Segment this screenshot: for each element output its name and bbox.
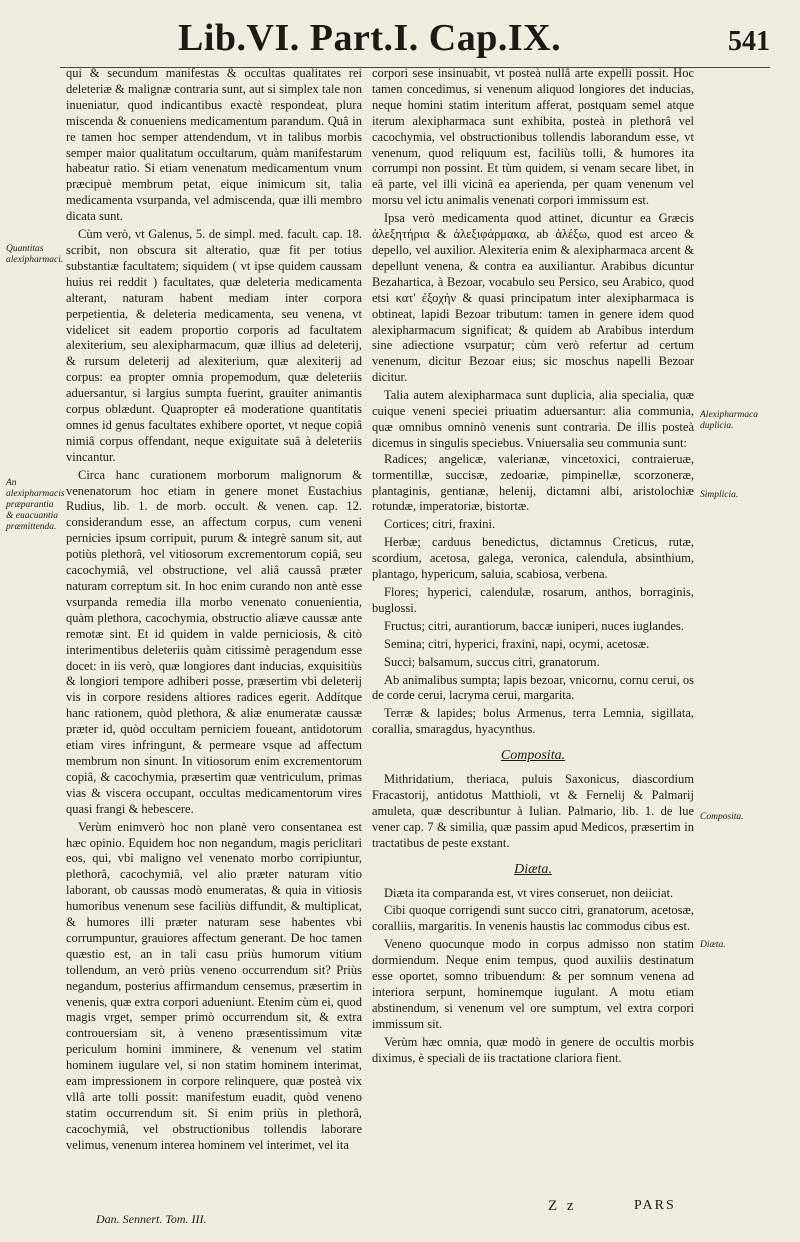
right-column	[372, 66, 694, 1066]
paragraph: Mithridatium, theriaca, puluis Saxonicus, diascordium Fracastorij, antidotus Matthioli, vt & Fernelij & Palmarij amuleta, quæ describuntur à Iulian. Palmario, lib. 1. de lue vener cap. 7 & similia, quæ passim apud Medicos, præsertim in tractatibus de peste exstant.	[372, 772, 694, 850]
margin-note-an-alexipharmacis: An alexipharmacis præparantia & euacuantia præmittenda.	[6, 478, 65, 532]
list-item: Semina; citri, hyperici, fraxini, napi, ocymi, acetosæ.	[384, 636, 650, 651]
paragraph: Cùm verò, vt Galenus, 5. de simpl. med. facult. cap. 18. scribit, non obscura sit alteratio, quæ fit per totius substantiæ facultatem; siquidem ( vt ipse quidem caussam huius rei reddit ) facultates, quæ deleteria medicamenta alterant, naturam habent mediam inter corpora perpetientia, & deleteria medicamenta, seu venena, vt videlicet sit eadem proportio corporis ad facultatem alexiterium, seu alexipharmacum, quæ illius ad deleterij, & rursum deleterij ad alexiterium, quæ alexiterij ad corpus: ea propter omnia propemodum, quæ deleteriis aduersantur, si largius sumpta fuerint, grauiter animantis corpus oblædunt. Quapropter eâ moderatione quantitatis omnes id genus facultates exhibere oportet, vt neque copiâ nimiâ corpus offendant, neque exiguitate suâ à deleteriis vincantur.	[66, 227, 362, 464]
paragraph: Diæta ita comparanda est, vt vires conseruet, non deiiciat.	[384, 885, 674, 900]
section-heading-composita: Composita.	[500, 748, 566, 764]
paragraph: qui & secundum manifestas & occultas qualitates rei deleteriæ & malignæ contraria sunt, aut si simplex tale non inueniatur, quod indicantibus exactè respondeat, plura miscenda & conueniens medicamentum parandum. Quâ in re tamen hoc semper attendendum, vt in talibus morbis semper maior qualitatum occultarum, quàm manifestarum habeatur ratio. Si etiam venenatum medicamentum vnum præcipuè membrum petat, eique inimicum sit, talia medicamenta vsurpanda, vel admiscenda, quæ illi membro dicata sunt.	[66, 66, 362, 224]
paragraph: Cibi quoque corrigendi sunt succo citri, granatorum, acetosæ, coralliis, margaritis. In venenis haustis lac commodus cibus est.	[372, 903, 694, 934]
list-item: Terræ & lapides; bolus Armenus, terra Lemnia, sigillata, corallia, smaragdus, hyacynthus.	[372, 706, 694, 737]
page-footer	[0, 1198, 800, 1238]
signature-mark: Z z	[548, 1198, 577, 1214]
margin-note-composita: Composita.	[700, 812, 744, 822]
list-item: Succi; balsamum, succus citri, granatorum.	[384, 654, 600, 669]
list-item: Cortices; citri, fraxini.	[384, 517, 496, 532]
simplicia-list	[372, 452, 694, 738]
left-column	[66, 66, 362, 1154]
paragraph: Talia autem alexipharmaca sunt duplicia, alia specialia, quæ cuique veneni speciei priuatim aduersantur: alia communia, quæ omnibus omninò venenis sunt contraria. De illis posteà dicemus in singulis speciebus. Vniuersalia seu communia sunt:	[372, 388, 694, 450]
footer-signature: Dan. Sennert. Tom. III.	[96, 1212, 207, 1226]
list-item: Radices; angelicæ, valerianæ, vincetoxici, contraieruæ, tormentillæ, succisæ, zedoariæ, pimpinellæ, scorzoneræ, plantaginis, gentianæ, helenij, dictamni albi, aristolochiæ rotundæ, imperatoriæ, bistortæ.	[372, 451, 694, 514]
paragraph: Ipsa verò medicamenta quod attinet, dicuntur ea Græcis ἀλεξητήρια & ἀλεξιφάρμακα, ab ἀλέξω, quod est arceo & depello, vel auxilior. Alexiteria enim & alexipharmaca arcent & depellunt venena, & contra ea auxiliantur. Arabibus dicuntur Bezahartica, à Bezoar, vocabulo seu Persico, seu Arabico, quod etsi κατ' ἐξοχὴν & quasi principatum inter alexipharmaca is obtineat, lapidi Bezoar tributum: tamen in genere idem quod alexipharmacum significat; & quidem ab Arabibus interdum sine adiectione vsurpatur; cùm verò refertur ad certum venenum, dicitur Bezoar eius; sic moschus napelli Bezoar dicitur.	[372, 211, 694, 385]
margin-note-alexipharmaca-duplicia: Alexipharmaca duplicia.	[700, 410, 759, 431]
paragraph: Veneno quocunque modo in corpus admisso non statim dormiendum. Neque enim tempus, quod auxiliis destinatum esse oportet, somno tribuendum: & per somnum venena ad interiora serpunt, hominemque iugulant. A motu etiam abstinendum, si venenum vel ore sumptum, vel extra corpori immissum sit.	[372, 937, 694, 1031]
list-item: Ab animalibus sumpta; lapis bezoar, vnicornu, cornu cerui, os de corde cerui, lacryma cerui, margarita.	[372, 672, 694, 703]
section-heading-diaeta: Diæta.	[514, 861, 552, 877]
margin-note-quantitas: Quantitas alexipharmaci.	[6, 244, 64, 265]
list-item: Flores; hyperici, calendulæ, rosarum, anthos, borraginis, buglossi.	[372, 585, 694, 615]
paragraph: Verùm enimverò hoc non planè vero consentanea est hæc opinio. Equidem hoc non negandum, magis periclitari eos, qui, vbi maligno vel venenato morbo corripiuntur, plethorâ, cacochymiâ, vel alio præter naturam vitio laborant, ob caussas modò enumeratas, & quia in vitiosis humoribus venenum sese faciliùs diffundit, & multiplicat, & humores illi præter naturam sese habentes vbi corrumpuntur, grauiores affectum generant. De hoc tamen quæstio est, an in tali casu priùs humorum vitium tollendum, an verò priùs veneno occurrendum sit? Priùs negandum, posterius affirmandum censemus, præsertim in venenis, quæ extra corpori adueniunt. Etenim cùm ei, quod magis vrget, semper primò occurrendum sit, & extra controuersiam sit, à veneno præsentissimum vitæ periculum homini imminere, & venenum vel statim hominem iugulare vel, si non statim hominem interimat, eam impressionem in corpore relinquere, quæ posteà vix vllâ arte tolli possit: manifestum euadit, quòd veneno statim occurrendum sit. Si enim priùs in plethorâ, cacochymiâ, vel obstructionibus tollendis laborare velimus, venenum interea hominem vel interimet, vel ita	[66, 819, 362, 1152]
catchword: PARS	[634, 1198, 676, 1213]
margin-note-diaeta: Diæta.	[700, 940, 726, 950]
running-title: Lib.VI. Part.I. Cap.IX.	[178, 17, 562, 59]
paragraph: Verùm hæc omnia, quæ modò in genere de occultis morbis diximus, è speciali de iis tractatione clariora fient.	[372, 1034, 694, 1065]
paragraph: Circa hanc curationem morborum malignorum & venenatorum hoc etiam in genere monet Eustachius Rudius, lib. 1. de morb. occult. & venen. cap. 12. considerandum esse, an affectum corpus, cum veneni pernicies ipsum corripuit, purum & integrè sanum sit, aut potiùs plethorâ, vel vitiosorum excrementorum copiâ, seu cacochymiâ, vel obstructione, vel aliâ caussâ præter naturam correptum sit. In hoc enim curando non antè esse vsurpanda remedia illa morbo venenato conuenientia, quàm plethora, cacochymia, obstructio aliæve caussæ ante remotæ sint. Et id quidem in valde perniciosis, & citò interimentibus deleteriis quàm citissimè peragendum esse docet: in iis verò, quæ longiores dant inducias, exquisitiùs & longiori tempore adhiberi posse, præsertim vbi deleterij vis in corpore residens altiores radices egerit. Addítque hanc rationem, quòd plethora, & aliæ enumeratæ caussæ præter id, quòd occultam perniciem foueant, antidotorum etiam vires infringunt, & permeare vsque ad affectum membrum non sinunt. In vitiosorum enim excrementorum copiâ, & cacochymia, præsertim quæ ventriculum, primas vias & viscera occupant, occultas medicamentorum vires quasi frangi & hebescere.	[66, 467, 362, 816]
list-item: Herbæ; carduus benedictus, dictamnus Creticus, rutæ, scordium, acetosa, galega, veronica, calendula, absinthium, plantago, hypericum, saluia, scabiosa, verbena.	[372, 535, 694, 582]
margin-note-simplicia: Simplicia.	[700, 490, 739, 500]
paragraph: corpori sese insinuabit, vt posteà nullâ arte expelli possit. Hoc tamen concedimus, si venenum aliquod longiores det inducias, neque homini statim interitum afferat, postquam semel atque iterum alexipharmaca sunt exhibita, posteà in plethorâ vel cacochymia, vel obstructionibus tollendis laborandum esse, vt venenum, quod reliquum est, faciliùs tolli, & humores ita corrumpi non possint. Et tùm quidem, si venam secare libet, in eâ parte, vel illi vicinâ ea aperienda, per quam venenum vel morsu vel ictu animalis venenati corpori immissum est.	[372, 66, 694, 208]
running-header	[0, 10, 800, 70]
list-item: Fructus; citri, aurantiorum, baccæ iuniperi, nuces iuglandes.	[384, 618, 684, 633]
page-number: 541	[728, 26, 770, 57]
